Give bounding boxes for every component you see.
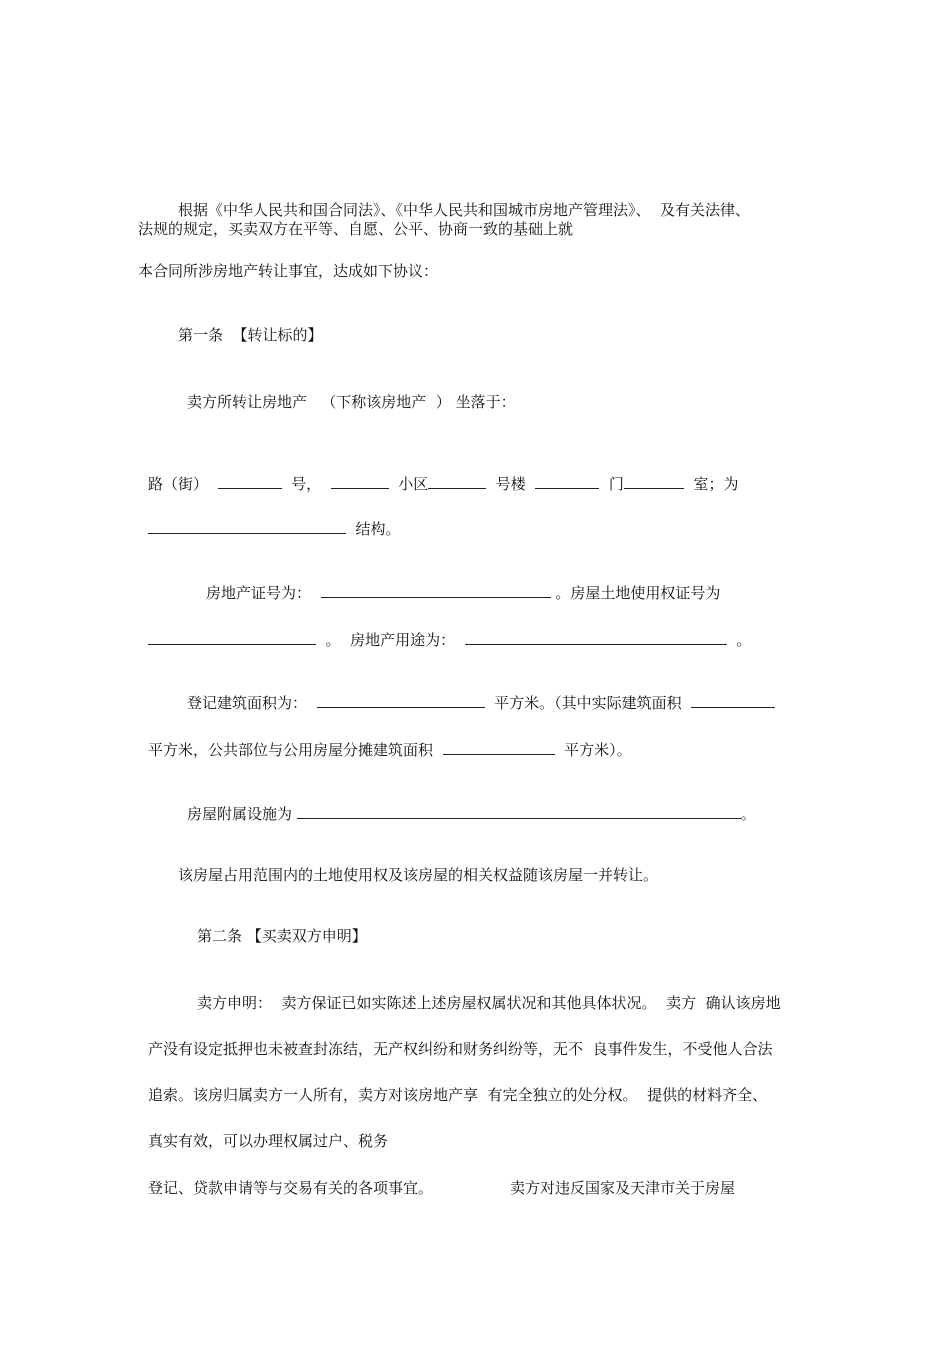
area-unit-2: 平方米，公共部位与公用房屋分摊建筑面积 — [148, 741, 434, 759]
declaration-line-2: 产没有设定抵押也未被查封冻结，无产权纠纷和财务纠纷等，无不 良事件发生，不受他人合法 — [148, 1040, 773, 1058]
location-intro: 卖方所转让房地产 （下称该房地产 ） 坐落于： — [187, 393, 516, 411]
facilities-blank[interactable] — [297, 805, 741, 819]
preamble-line-2: 法规的规定，买卖双方在平等、自愿、公平、协商一致的基础上就 — [138, 220, 574, 238]
community-label: 小区 — [398, 475, 429, 493]
preamble-line-1: 根据《中华人民共和国合同法》、《中华人民共和国城市房地产管理法》、 及有关法律、 — [178, 201, 751, 219]
facilities-label: 房屋附属设施为 — [187, 805, 293, 823]
number-blank[interactable] — [331, 475, 389, 489]
use-sep: 。 — [325, 631, 341, 649]
area-unit: 平方米。（其中实际建筑面积 — [494, 694, 682, 712]
declaration-line-4: 真实有效，可以办理权属过户、税务 — [148, 1132, 389, 1150]
use-blank[interactable] — [465, 631, 727, 645]
room-label: 室；为 — [693, 475, 739, 493]
door-label: 门 — [608, 475, 624, 493]
land-cert-blank[interactable] — [148, 631, 316, 645]
transfer-note: 该房屋占用范围内的土地使用权及该房屋的相关权益随该房屋一并转让。 — [178, 866, 659, 884]
declaration-line-3: 追索。该房归属卖方一人所有，卖方对该房地产享 有完全独立的处分权。 提供的材料齐全、 — [148, 1086, 768, 1104]
building-label: 号楼 — [495, 475, 526, 493]
declaration-line-5: 登记、贷款申请等与交易有关的各项事宜。 — [148, 1179, 434, 1197]
facilities-end: 。 — [740, 805, 756, 823]
area-line — [187, 693, 775, 713]
cert-label: 房地产证号为： — [206, 584, 312, 602]
area-line-2 — [148, 740, 632, 760]
article1-heading: 第一条 【转让标的】 — [178, 326, 323, 344]
actual-area-blank[interactable] — [691, 694, 775, 708]
structure-blank[interactable] — [148, 520, 346, 534]
facilities-line — [187, 804, 756, 824]
building-blank[interactable] — [535, 475, 599, 489]
article2-heading: 第二条 【买卖双方申明】 — [197, 927, 367, 945]
address-line — [148, 474, 738, 494]
preamble-line-3: 本合同所涉房地产转让事宜，达成如下协议： — [138, 262, 439, 280]
area-end: 平方米）。 — [564, 741, 632, 759]
structure-line — [148, 519, 401, 539]
use-label: 房地产用途为： — [350, 631, 456, 649]
cert-line — [206, 583, 720, 603]
cert-blank[interactable] — [321, 584, 551, 598]
road-label: 路（街） — [148, 475, 209, 493]
area-label: 登记建筑面积为： — [187, 694, 308, 712]
area-blank[interactable] — [317, 694, 485, 708]
land-cert-label: 。房屋土地使用权证号为 — [555, 584, 721, 602]
declaration-line-5b: 卖方对违反国家及天津市关于房屋 — [510, 1179, 736, 1197]
declaration-line-1: 卖方申明： 卖方保证已如实陈述上述房屋权属状况和其他具体状况。 卖方 确认该房地 — [197, 994, 781, 1012]
shared-area-blank[interactable] — [443, 741, 555, 755]
use-end: 。 — [736, 631, 752, 649]
road-blank[interactable] — [218, 475, 282, 489]
use-line — [148, 630, 751, 650]
structure-label: 结构。 — [355, 520, 401, 538]
community-blank[interactable] — [428, 475, 486, 489]
number-label: 号， — [291, 475, 322, 493]
door-blank[interactable] — [624, 475, 684, 489]
